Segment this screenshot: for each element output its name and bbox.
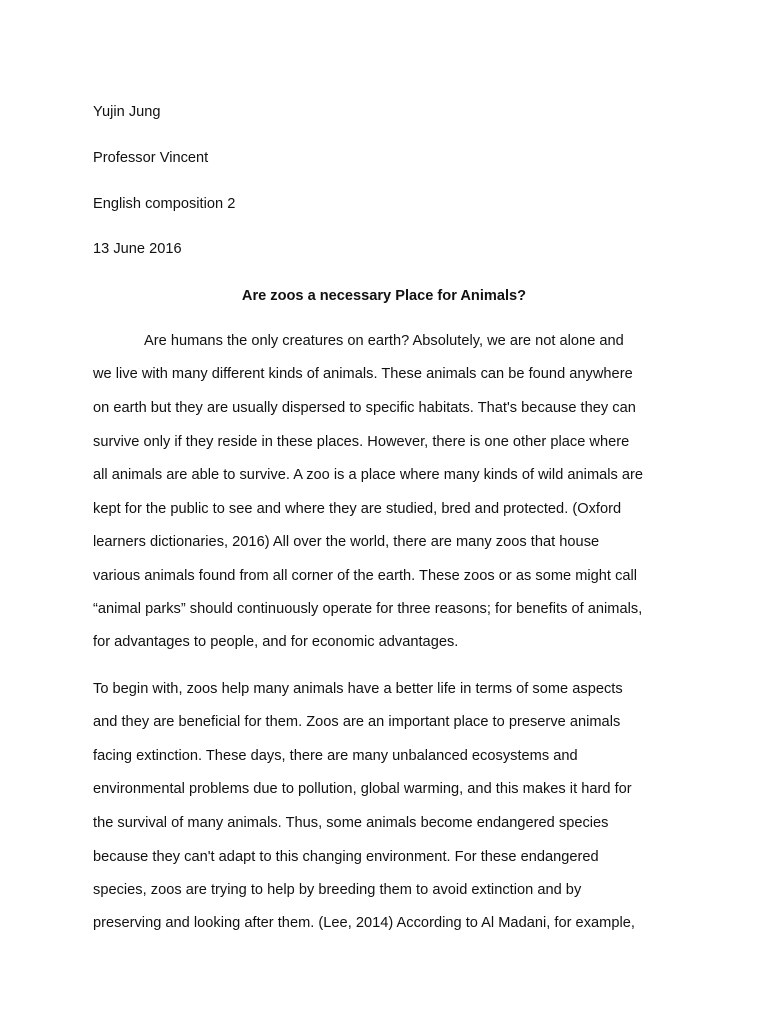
author-name: Yujin Jung <box>93 104 161 120</box>
paragraph-line: the survival of many animals. Thus, some animals become endangered species <box>93 815 609 831</box>
paragraph-line: “animal parks” should continuously operate for three reasons; for benefits of animals, <box>93 601 643 617</box>
paragraph-line: species, zoos are trying to help by breeding them to avoid extinction and by <box>93 882 582 898</box>
paragraph-line: learners dictionaries, 2016) All over the world, there are many zoos that house <box>93 534 600 550</box>
professor-name: Professor Vincent <box>93 150 209 166</box>
paragraph-line: Are humans the only creatures on earth? Absolutely, we are not alone and <box>144 333 624 349</box>
paragraph-line: preserving and looking after them. (Lee, 2014) According to Al Madani, for example, <box>93 915 635 931</box>
paragraph-line: on earth but they are usually dispersed to specific habitats. That's because they can <box>93 400 636 416</box>
course-name: English composition 2 <box>93 196 236 212</box>
document-date: 13 June 2016 <box>93 241 182 257</box>
paragraph-line: and they are beneficial for them. Zoos are an important place to preserve animals <box>93 714 621 730</box>
paragraph-line: facing extinction. These days, there are many unbalanced ecosystems and <box>93 748 578 764</box>
paragraph-line: survive only if they reside in these places. However, there is one other place where <box>93 434 630 450</box>
paragraph-line: because they can't adapt to this changing environment. For these endangered <box>93 849 599 865</box>
essay-title: Are zoos a necessary Place for Animals? <box>241 288 527 304</box>
paragraph-line: To begin with, zoos help many animals have a better life in terms of some aspects <box>93 681 623 697</box>
paragraph-line: we live with many different kinds of animals. These animals can be found anywhere <box>93 366 633 382</box>
paragraph-line: for advantages to people, and for economic advantages. <box>93 634 459 650</box>
paragraph-line: various animals found from all corner of the earth. These zoos or as some might call <box>93 568 638 584</box>
paragraph-line: all animals are able to survive. A zoo is a place where many kinds of wild animals are <box>93 467 644 483</box>
paragraph-line: kept for the public to see and where they are studied, bred and protected. (Oxford <box>93 501 622 517</box>
paragraph-line: environmental problems due to pollution, global warming, and this makes it hard for <box>93 781 632 797</box>
